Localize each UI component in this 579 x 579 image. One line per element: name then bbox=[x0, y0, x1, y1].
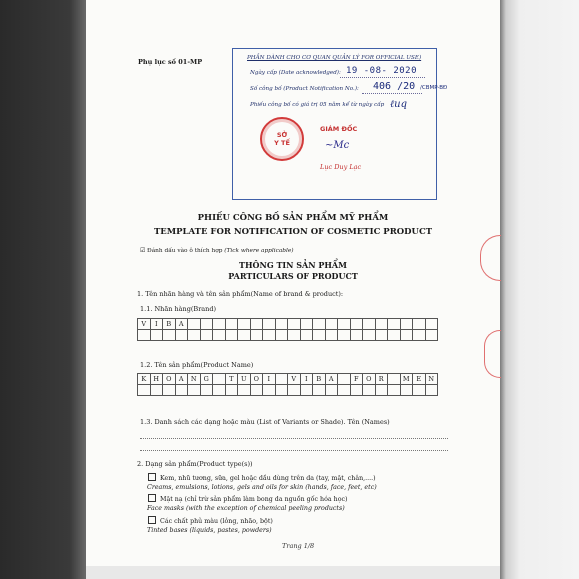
section-1-label: 1. Tên nhãn hàng và tên sản phẩm(Name of brand & product): bbox=[137, 290, 344, 298]
letter-cell bbox=[413, 385, 426, 396]
product-type-option-2[interactable]: Mặt nạ (chỉ trừ sản phẩm làm bong da nguồn gốc hóa học) bbox=[148, 494, 348, 503]
section-title-vietnamese: THÔNG TIN SẢN PHẨM bbox=[239, 260, 347, 270]
letter-cell bbox=[201, 385, 214, 396]
page-number: Trang 1/8 bbox=[282, 542, 315, 550]
letter-cell: K bbox=[138, 374, 151, 385]
letter-cell: F bbox=[351, 374, 364, 385]
letter-cell: H bbox=[151, 374, 164, 385]
letter-cell bbox=[213, 330, 226, 341]
letter-cell bbox=[313, 330, 326, 341]
dotted-line bbox=[140, 450, 448, 451]
letter-cell bbox=[226, 330, 239, 341]
product-type-option-3-en: Tinted bases (liquids, pastes, powders) bbox=[147, 527, 272, 534]
date-acknowledged-value: 19 -08- 2020 bbox=[346, 66, 418, 76]
letter-cell bbox=[263, 385, 276, 396]
letter-cell bbox=[326, 330, 339, 341]
letter-cell bbox=[276, 330, 289, 341]
letter-cell bbox=[363, 385, 376, 396]
seal-text: SỞ Y TẾ bbox=[274, 131, 290, 147]
letter-cell bbox=[338, 385, 351, 396]
letter-cell: B bbox=[313, 374, 326, 385]
letter-cell bbox=[251, 330, 264, 341]
letter-cell bbox=[338, 330, 351, 341]
letter-cell bbox=[351, 330, 364, 341]
section-1-1-label: 1.1. Nhãn hàng(Brand) bbox=[140, 305, 217, 313]
letter-cell: U bbox=[238, 374, 251, 385]
checkbox-empty-icon[interactable] bbox=[148, 473, 156, 481]
letter-cell bbox=[413, 330, 426, 341]
product-type-option-1-en: Creams, emulsions, lotions, gels and oils for skin (hands, face, feet, etc) bbox=[147, 484, 377, 491]
letter-cell bbox=[363, 330, 376, 341]
letter-cell: I bbox=[301, 374, 314, 385]
section-title-english: PARTICULARS OF PRODUCT bbox=[228, 271, 358, 281]
letter-cell: A bbox=[326, 374, 339, 385]
section-1-3-label: 1.3. Danh sách các dạng hoặc màu (List of Variants or Shade). Tên (Names) bbox=[140, 418, 390, 426]
tick-instruction-en: (Tick where applicable) bbox=[224, 248, 294, 254]
tick-instruction bbox=[140, 248, 294, 254]
letter-cell: V bbox=[288, 374, 301, 385]
signature-mark: ~Mc bbox=[325, 140, 350, 151]
letter-cell bbox=[388, 330, 401, 341]
letter-cell: R bbox=[376, 374, 389, 385]
letter-cell bbox=[163, 385, 176, 396]
letter-cell bbox=[426, 330, 439, 341]
checkbox-checked-icon: ☑ bbox=[140, 248, 146, 254]
letter-cell bbox=[376, 385, 389, 396]
letter-cell bbox=[151, 330, 164, 341]
letter-cell bbox=[263, 330, 276, 341]
product-letter-grid-row-2 bbox=[137, 384, 438, 396]
letter-cell bbox=[176, 385, 189, 396]
letter-cell bbox=[401, 385, 414, 396]
letter-cell: V bbox=[138, 319, 151, 330]
signer-name: Lục Duy Lạc bbox=[320, 163, 362, 171]
letter-cell bbox=[426, 385, 439, 396]
official-use-header: PHẦN DÀNH CHO CƠ QUAN QUẢN LÝ FOR OFFICIAL USE) bbox=[247, 55, 422, 61]
date-acknowledged-label: Ngày cấp (Date acknowledged): bbox=[250, 70, 341, 76]
letter-cell bbox=[276, 385, 289, 396]
letter-cell bbox=[188, 330, 201, 341]
letter-cell bbox=[201, 330, 214, 341]
letter-cell: G bbox=[201, 374, 214, 385]
photo-background-bottom bbox=[86, 566, 500, 579]
letter-cell: I bbox=[263, 374, 276, 385]
brand-letter-grid-row-2 bbox=[137, 329, 438, 341]
checkbox-empty-icon[interactable] bbox=[148, 516, 156, 524]
section-2-label: 2. Dạng sản phẩm(Product type(s)) bbox=[137, 460, 253, 468]
letter-cell: I bbox=[151, 319, 164, 330]
letter-cell bbox=[188, 385, 201, 396]
letter-cell bbox=[313, 385, 326, 396]
letter-cell: O bbox=[363, 374, 376, 385]
title-vietnamese: PHIẾU CÔNG BỐ SẢN PHẨM MỸ PHẨM bbox=[197, 213, 389, 223]
letter-cell bbox=[213, 385, 226, 396]
letter-cell bbox=[176, 330, 189, 341]
letter-cell bbox=[288, 385, 301, 396]
letter-cell bbox=[163, 330, 176, 341]
dotted-line bbox=[140, 438, 448, 439]
tick-instruction-vi: Đánh dấu vào ô thích hợp bbox=[147, 248, 223, 254]
letter-cell bbox=[301, 385, 314, 396]
validity-note: Phiếu công bố có giá trị 05 năm kể từ ngày cấp bbox=[250, 102, 385, 108]
letter-cell: A bbox=[176, 374, 189, 385]
checkbox-empty-icon[interactable] bbox=[148, 494, 156, 502]
letter-cell: E bbox=[413, 374, 426, 385]
letter-cell: O bbox=[251, 374, 264, 385]
letter-cell bbox=[251, 385, 264, 396]
letter-cell bbox=[326, 385, 339, 396]
letter-cell: O bbox=[163, 374, 176, 385]
photo-background-right bbox=[500, 0, 579, 579]
title-english: TEMPLATE FOR NOTIFICATION OF COSMETIC PRODUCT bbox=[153, 227, 433, 237]
product-type-option-3[interactable]: Các chất phủ màu (lỏng, nhão, bột) bbox=[148, 516, 273, 525]
letter-cell bbox=[238, 385, 251, 396]
letter-cell: N bbox=[426, 374, 439, 385]
number-dotted-line bbox=[362, 93, 422, 94]
director-title: GIÁM ĐỐC bbox=[320, 125, 358, 133]
date-dotted-line bbox=[340, 77, 425, 78]
letter-cell bbox=[151, 385, 164, 396]
letter-cell bbox=[351, 385, 364, 396]
handwritten-initial: ℓuq bbox=[390, 99, 408, 110]
partial-seal-edge bbox=[484, 330, 501, 378]
letter-cell bbox=[138, 385, 151, 396]
letter-cell bbox=[301, 330, 314, 341]
letter-cell bbox=[376, 330, 389, 341]
letter-cell bbox=[238, 330, 251, 341]
notification-number-label: Số công bố (Product Notification No.): bbox=[250, 86, 359, 92]
letter-cell: A bbox=[176, 319, 189, 330]
letter-cell bbox=[388, 385, 401, 396]
letter-cell: M bbox=[401, 374, 414, 385]
photo-background-left bbox=[0, 0, 86, 579]
letter-cell bbox=[401, 330, 414, 341]
product-type-option-1[interactable]: Kem, nhũ tương, sữa, gel hoặc dầu dùng trên da (tay, mặt, chân,....) bbox=[148, 473, 376, 482]
section-1-2-label: 1.2. Tên sản phẩm(Product Name) bbox=[140, 361, 254, 369]
product-type-option-2-en: Face masks (with the exception of chemical peeling products) bbox=[147, 505, 345, 512]
letter-cell: T bbox=[226, 374, 239, 385]
notification-number-value: 406 /20 bbox=[373, 81, 416, 92]
notification-number-suffix: /CBMP-BĐ bbox=[420, 85, 448, 91]
letter-cell: B bbox=[163, 319, 176, 330]
letter-cell: N bbox=[188, 374, 201, 385]
official-seal bbox=[260, 117, 304, 161]
letter-cell bbox=[138, 330, 151, 341]
letter-cell bbox=[288, 330, 301, 341]
letter-cell bbox=[226, 385, 239, 396]
appendix-label: Phụ lục số 01-MP bbox=[138, 58, 203, 66]
